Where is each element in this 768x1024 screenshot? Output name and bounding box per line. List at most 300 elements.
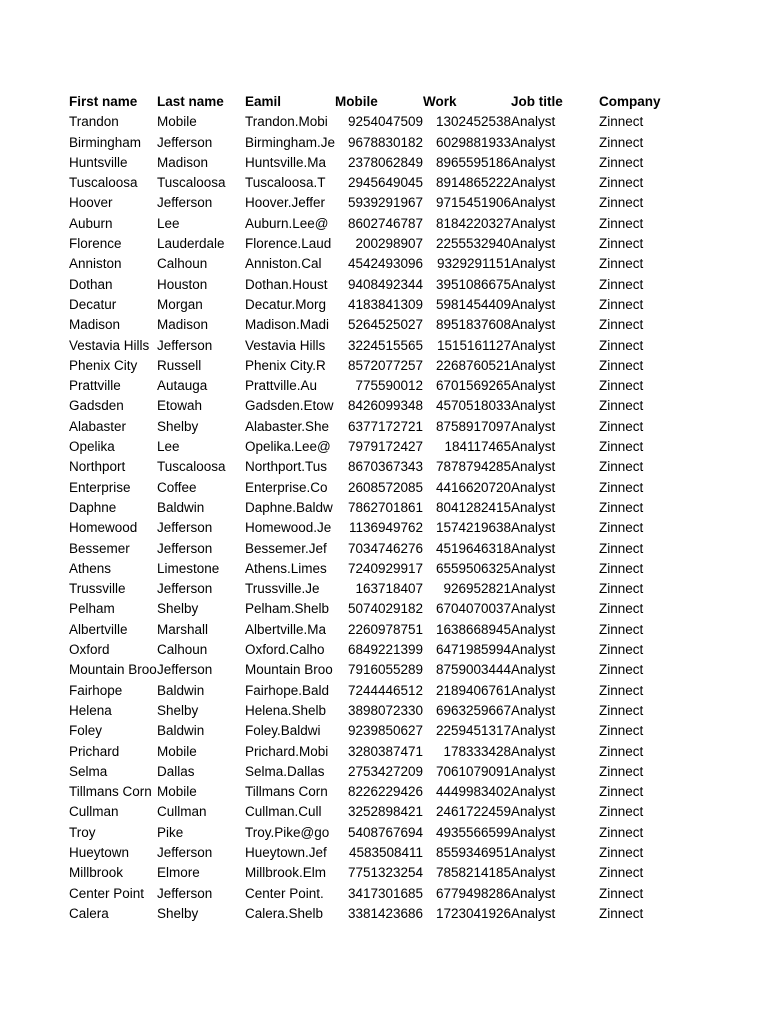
- cell-work: 4519646318: [435, 540, 512, 556]
- cell-email: Center Point.: [245, 885, 324, 901]
- cell-company: Zinnect: [599, 215, 644, 231]
- cell-mobile: 7244446512: [347, 682, 424, 698]
- cell-job-title: Analyst: [511, 378, 556, 394]
- cell-first-name: Athens: [69, 560, 112, 576]
- cell-last-name: Shelby: [157, 702, 199, 718]
- cell-first-name: Helena: [69, 702, 112, 718]
- cell-mobile: 5074029182: [347, 601, 424, 617]
- cell-company: Zinnect: [599, 418, 644, 434]
- table-row: [69, 396, 679, 416]
- cell-work: 2255532940: [435, 236, 512, 252]
- cell-job-title: Analyst: [511, 723, 556, 739]
- cell-work: 9715451906: [435, 195, 512, 211]
- cell-work: 178333428: [443, 743, 512, 759]
- cell-job-title: Analyst: [511, 601, 556, 617]
- cell-mobile: 2260978751: [347, 621, 424, 637]
- cell-company: Zinnect: [599, 581, 644, 597]
- cell-work: 7061079091: [435, 763, 512, 779]
- table-row: [69, 742, 679, 762]
- cell-mobile: 3898072330: [347, 702, 424, 718]
- cell-email: Selma.Dallas: [245, 763, 325, 779]
- cell-first-name: Pelham: [69, 601, 115, 617]
- table-row: [69, 437, 679, 457]
- cell-first-name: Trandon: [69, 114, 119, 130]
- cell-job-title: Analyst: [511, 439, 556, 455]
- cell-job-title: Analyst: [511, 175, 556, 191]
- cell-email: Northport.Tus: [245, 459, 328, 475]
- cell-email: Millbrook.Elm: [245, 865, 327, 881]
- cell-mobile: 5408767694: [347, 824, 424, 840]
- cell-first-name: Gadsden: [69, 398, 124, 414]
- table-row: [69, 376, 679, 396]
- cell-job-title: Analyst: [511, 337, 556, 353]
- cell-email: Opelika.Lee@: [245, 439, 331, 455]
- cell-job-title: Analyst: [511, 662, 556, 678]
- cell-email: Cullman.Cull: [245, 804, 322, 820]
- table-row: [69, 701, 679, 721]
- cell-mobile: 9408492344: [347, 276, 424, 292]
- table-row: [69, 823, 679, 843]
- cell-email: Trandon.Mobi: [245, 114, 328, 130]
- cell-company: Zinnect: [599, 662, 644, 678]
- table-row: [69, 133, 679, 153]
- cell-first-name: Enterprise: [69, 479, 131, 495]
- cell-email: Huntsville.Ma: [245, 154, 327, 170]
- cell-first-name: Prattville: [69, 378, 121, 394]
- cell-company: Zinnect: [599, 276, 644, 292]
- cell-last-name: Jefferson: [157, 520, 213, 536]
- cell-mobile: 3224515565: [347, 337, 424, 353]
- cell-email: Athens.Limes: [245, 560, 327, 576]
- cell-work: 2461722459: [435, 804, 512, 820]
- cell-job-title: Analyst: [511, 154, 556, 170]
- cell-company: Zinnect: [599, 601, 644, 617]
- cell-company: Zinnect: [599, 236, 644, 252]
- cell-email: Birmingham.Je: [245, 134, 336, 150]
- cell-company: Zinnect: [599, 844, 644, 860]
- cell-first-name: Dothan: [69, 276, 113, 292]
- cell-last-name: Jefferson: [157, 195, 213, 211]
- cell-first-name: Anniston: [69, 256, 122, 272]
- cell-first-name: Millbrook: [69, 865, 124, 881]
- cell-first-name: Florence: [69, 236, 122, 252]
- cell-work: 6029881933: [435, 134, 512, 150]
- cell-job-title: Analyst: [511, 804, 556, 820]
- cell-first-name: Fairhope: [69, 682, 123, 698]
- header-last-name: Last name: [157, 94, 224, 109]
- cell-mobile: 3252898421: [347, 804, 424, 820]
- cell-email: Troy.Pike@go: [245, 824, 330, 840]
- cell-company: Zinnect: [599, 743, 644, 759]
- cell-last-name: Madison: [157, 154, 209, 170]
- cell-first-name: Foley: [69, 723, 103, 739]
- cell-mobile: 2608572085: [347, 479, 424, 495]
- table-row: [69, 640, 679, 660]
- table-row: [69, 539, 679, 559]
- cell-mobile: 6377172721: [347, 418, 424, 434]
- table-row: [69, 518, 679, 538]
- cell-work: 1515161127: [436, 337, 512, 353]
- contacts-table: [69, 92, 679, 924]
- cell-company: Zinnect: [599, 256, 644, 272]
- cell-email: Daphne.Baldw: [245, 499, 333, 515]
- cell-mobile: 8602746787: [347, 215, 424, 231]
- cell-work: 1638668945: [435, 621, 512, 637]
- table-row: [69, 681, 679, 701]
- cell-company: Zinnect: [599, 682, 644, 698]
- cell-job-title: Analyst: [511, 296, 556, 312]
- cell-work: 4416620720: [435, 479, 512, 495]
- cell-mobile: 1136949762: [348, 520, 424, 536]
- cell-first-name: Bessemer: [69, 540, 130, 556]
- table-row: [69, 254, 679, 274]
- table-row: [69, 863, 679, 883]
- cell-job-title: Analyst: [511, 824, 556, 840]
- cell-last-name: Coffee: [157, 479, 197, 495]
- cell-mobile: 7751323254: [347, 865, 424, 881]
- cell-company: Zinnect: [599, 378, 644, 394]
- cell-last-name: Lee: [157, 215, 180, 231]
- cell-mobile: 3381423686: [347, 905, 424, 921]
- cell-mobile: 7034746276: [347, 540, 424, 556]
- cell-last-name: Cullman: [157, 804, 207, 820]
- cell-work: 6779498286: [435, 885, 512, 901]
- cell-company: Zinnect: [599, 763, 644, 779]
- cell-company: Zinnect: [599, 154, 644, 170]
- cell-company: Zinnect: [599, 784, 644, 800]
- cell-work: 4449983402: [435, 784, 512, 800]
- cell-last-name: Houston: [157, 276, 208, 292]
- cell-job-title: Analyst: [511, 195, 556, 211]
- cell-last-name: Shelby: [157, 601, 199, 617]
- cell-job-title: Analyst: [511, 134, 556, 150]
- cell-mobile: 4583508411: [348, 844, 424, 860]
- cell-mobile: 3280387471: [347, 743, 424, 759]
- cell-mobile: 9678830182: [347, 134, 424, 150]
- cell-work: 4570518033: [435, 398, 512, 414]
- cell-mobile: 8670367343: [347, 459, 424, 475]
- cell-work: 1723041926: [435, 905, 512, 921]
- cell-last-name: Jefferson: [157, 134, 213, 150]
- cell-mobile: 775590012: [355, 378, 424, 394]
- cell-email: Alabaster.She: [245, 418, 330, 434]
- cell-job-title: Analyst: [511, 317, 556, 333]
- table-row: [69, 599, 679, 619]
- cell-email: Foley.Baldwi: [245, 723, 321, 739]
- cell-email: Anniston.Cal: [245, 256, 322, 272]
- cell-last-name: Mobile: [157, 743, 197, 759]
- cell-company: Zinnect: [599, 702, 644, 718]
- cell-first-name: Homewood: [69, 520, 138, 536]
- cell-company: Zinnect: [599, 398, 644, 414]
- cell-work: 8758917097: [435, 418, 512, 434]
- cell-last-name: Madison: [157, 317, 209, 333]
- cell-last-name: Pike: [157, 824, 184, 840]
- cell-first-name: Auburn: [69, 215, 113, 231]
- cell-last-name: Shelby: [157, 418, 199, 434]
- table-row: [69, 579, 679, 599]
- table-row: [69, 214, 679, 234]
- cell-last-name: Tuscaloosa: [157, 175, 226, 191]
- cell-job-title: Analyst: [511, 743, 556, 759]
- cell-work: 6471985994: [435, 642, 512, 658]
- cell-last-name: Calhoun: [157, 642, 208, 658]
- cell-company: Zinnect: [599, 317, 644, 333]
- table-row: [69, 762, 679, 782]
- cell-email: Calera.Shelb: [245, 905, 324, 921]
- table-row: [69, 660, 679, 680]
- cell-email: Mountain Broo: [245, 662, 333, 678]
- cell-email: Oxford.Calho: [245, 642, 325, 658]
- cell-company: Zinnect: [599, 520, 644, 536]
- cell-email: Fairhope.Bald: [245, 682, 330, 698]
- cell-first-name: Hoover: [69, 195, 113, 211]
- cell-mobile: 7862701861: [347, 499, 424, 515]
- cell-mobile: 4542493096: [347, 256, 424, 272]
- cell-email: Bessemer.Jef: [245, 540, 327, 556]
- table-row: [69, 173, 679, 193]
- cell-last-name: Calhoun: [157, 256, 208, 272]
- cell-first-name: Trussville: [69, 581, 126, 597]
- cell-last-name: Shelby: [157, 905, 199, 921]
- cell-work: 926952821: [443, 581, 512, 597]
- cell-job-title: Analyst: [511, 865, 556, 881]
- cell-mobile: 2945649045: [347, 175, 424, 191]
- cell-work: 8914865222: [435, 175, 512, 191]
- cell-first-name: Huntsville: [69, 154, 128, 170]
- cell-last-name: Limestone: [157, 560, 220, 576]
- cell-last-name: Baldwin: [157, 499, 205, 515]
- cell-last-name: Morgan: [157, 296, 203, 312]
- header-email: Eamil: [245, 94, 282, 109]
- header-mobile: Mobile: [335, 94, 378, 109]
- cell-email: Hueytown.Jef: [245, 844, 327, 860]
- table-row: [69, 356, 679, 376]
- cell-work: 184117465: [444, 439, 512, 455]
- table-row: [69, 275, 679, 295]
- cell-work: 1574219638: [435, 520, 512, 536]
- table-row: [69, 802, 679, 822]
- cell-email: Phenix City.R: [245, 357, 326, 373]
- cell-mobile: 9254047509: [347, 114, 424, 130]
- cell-work: 8951837608: [435, 317, 512, 333]
- cell-email: Trussville.Je: [245, 581, 320, 597]
- cell-work: 2259451317: [435, 723, 512, 739]
- cell-mobile: 2378062849: [347, 154, 424, 170]
- cell-last-name: Jefferson: [157, 337, 213, 353]
- table-row: [69, 884, 679, 904]
- table-row: [69, 904, 679, 924]
- cell-job-title: Analyst: [511, 236, 556, 252]
- table-row: [69, 193, 679, 213]
- cell-company: Zinnect: [599, 824, 644, 840]
- cell-email: Prattville.Au: [245, 378, 318, 394]
- table-row: [69, 457, 679, 477]
- cell-mobile: 8572077257: [347, 357, 424, 373]
- cell-company: Zinnect: [599, 195, 644, 211]
- cell-last-name: Jefferson: [157, 844, 213, 860]
- cell-last-name: Etowah: [157, 398, 203, 414]
- cell-first-name: Troy: [69, 824, 96, 840]
- cell-last-name: Lauderdale: [157, 236, 225, 252]
- cell-mobile: 200298907: [355, 236, 424, 252]
- cell-work: 2268760521: [435, 357, 512, 373]
- cell-email: Pelham.Shelb: [245, 601, 330, 617]
- cell-email: Vestavia Hills: [245, 337, 326, 353]
- cell-first-name: Prichard: [69, 743, 120, 759]
- cell-email: Tillmans Corn: [245, 784, 328, 800]
- table-row: [69, 417, 679, 437]
- table-body: [69, 112, 679, 924]
- cell-mobile: 5264525027: [347, 317, 424, 333]
- cell-email: Tuscaloosa.T: [245, 175, 326, 191]
- cell-email: Homewood.Je: [245, 520, 332, 536]
- cell-first-name: Northport: [69, 459, 126, 475]
- cell-first-name: Albertville: [69, 621, 128, 637]
- cell-company: Zinnect: [599, 804, 644, 820]
- cell-email: Gadsden.Etow: [245, 398, 334, 414]
- cell-first-name: Center Point: [69, 885, 145, 901]
- cell-work: 4935566599: [435, 824, 512, 840]
- table-row: [69, 315, 679, 335]
- cell-first-name: Hueytown: [69, 844, 130, 860]
- cell-mobile: 5939291967: [347, 195, 424, 211]
- header-row: [69, 92, 679, 112]
- cell-first-name: Tillmans Corn: [69, 784, 152, 800]
- cell-first-name: Vestavia Hills: [69, 337, 150, 353]
- cell-company: Zinnect: [599, 499, 644, 515]
- cell-mobile: 163718407: [355, 581, 424, 597]
- cell-work: 8041282415: [435, 499, 512, 515]
- cell-job-title: Analyst: [511, 763, 556, 779]
- cell-job-title: Analyst: [511, 844, 556, 860]
- cell-job-title: Analyst: [511, 499, 556, 515]
- header-work: Work: [423, 94, 457, 109]
- cell-work: 6559506325: [435, 560, 512, 576]
- table-row: [69, 843, 679, 863]
- cell-last-name: Dallas: [157, 763, 195, 779]
- cell-last-name: Marshall: [157, 621, 209, 637]
- cell-last-name: Jefferson: [157, 662, 213, 678]
- cell-email: Hoover.Jeffer: [245, 195, 326, 211]
- cell-email: Madison.Madi: [245, 317, 330, 333]
- cell-work: 6701569265: [435, 378, 512, 394]
- cell-company: Zinnect: [599, 905, 644, 921]
- cell-mobile: 7979172427: [347, 439, 424, 455]
- cell-job-title: Analyst: [511, 479, 556, 495]
- table-row: [69, 620, 679, 640]
- cell-work: 8759003444: [435, 662, 512, 678]
- cell-company: Zinnect: [599, 723, 644, 739]
- spreadsheet-page: [69, 92, 709, 924]
- cell-mobile: 8426099348: [347, 398, 424, 414]
- cell-job-title: Analyst: [511, 418, 556, 434]
- cell-job-title: Analyst: [511, 642, 556, 658]
- cell-email: Auburn.Lee@: [245, 215, 329, 231]
- cell-job-title: Analyst: [511, 905, 556, 921]
- header-job-title: Job title: [511, 94, 563, 109]
- cell-work: 8559346951: [435, 844, 512, 860]
- cell-work: 6704070037: [435, 601, 512, 617]
- cell-first-name: Cullman: [69, 804, 119, 820]
- cell-company: Zinnect: [599, 114, 644, 130]
- cell-job-title: Analyst: [511, 560, 556, 576]
- cell-job-title: Analyst: [511, 581, 556, 597]
- cell-company: Zinnect: [599, 479, 644, 495]
- cell-email: Prichard.Mobi: [245, 743, 329, 759]
- cell-work: 8965595186: [435, 154, 512, 170]
- cell-mobile: 4183841309: [347, 296, 424, 312]
- cell-company: Zinnect: [599, 642, 644, 658]
- cell-company: Zinnect: [599, 885, 644, 901]
- cell-first-name: Alabaster: [69, 418, 127, 434]
- cell-first-name: Birmingham: [69, 134, 142, 150]
- cell-work: 9329291151: [436, 256, 512, 272]
- cell-work: 8184220327: [435, 215, 512, 231]
- cell-last-name: Mobile: [157, 784, 197, 800]
- cell-email: Florence.Laud: [245, 236, 332, 252]
- table-row: [69, 336, 679, 356]
- cell-work: 7878794285: [435, 459, 512, 475]
- cell-job-title: Analyst: [511, 357, 556, 373]
- table-row: [69, 234, 679, 254]
- cell-last-name: Russell: [157, 357, 202, 373]
- cell-company: Zinnect: [599, 134, 644, 150]
- header-company: Company: [599, 94, 661, 109]
- cell-job-title: Analyst: [511, 256, 556, 272]
- cell-first-name: Phenix City: [69, 357, 138, 373]
- cell-first-name: Mountain Broo: [69, 662, 157, 678]
- cell-last-name: Baldwin: [157, 723, 205, 739]
- header-first-name: First name: [69, 94, 138, 109]
- cell-last-name: Elmore: [157, 865, 200, 881]
- cell-first-name: Daphne: [69, 499, 117, 515]
- cell-job-title: Analyst: [511, 114, 556, 130]
- table-row: [69, 498, 679, 518]
- cell-company: Zinnect: [599, 296, 644, 312]
- cell-company: Zinnect: [599, 459, 644, 475]
- cell-job-title: Analyst: [511, 398, 556, 414]
- table-row: [69, 782, 679, 802]
- cell-company: Zinnect: [599, 540, 644, 556]
- cell-first-name: Oxford: [69, 642, 110, 658]
- table-row: [69, 153, 679, 173]
- cell-job-title: Analyst: [511, 540, 556, 556]
- cell-email: Dothan.Houst: [245, 276, 328, 292]
- cell-company: Zinnect: [599, 175, 644, 191]
- cell-job-title: Analyst: [511, 215, 556, 231]
- cell-mobile: 8226229426: [347, 784, 424, 800]
- cell-job-title: Analyst: [511, 702, 556, 718]
- cell-last-name: Autauga: [157, 378, 208, 394]
- cell-email: Enterprise.Co: [245, 479, 328, 495]
- cell-mobile: 9239850627: [347, 723, 424, 739]
- cell-company: Zinnect: [599, 357, 644, 373]
- cell-mobile: 3417301685: [347, 885, 424, 901]
- cell-last-name: Jefferson: [157, 540, 213, 556]
- table-row: [69, 721, 679, 741]
- cell-email: Helena.Shelb: [245, 702, 327, 718]
- cell-first-name: Tuscaloosa: [69, 175, 138, 191]
- cell-first-name: Calera: [69, 905, 109, 921]
- cell-mobile: 7916055289: [347, 662, 424, 678]
- cell-company: Zinnect: [599, 337, 644, 353]
- table-row: [69, 112, 679, 132]
- cell-email: Decatur.Morg: [245, 296, 327, 312]
- cell-work: 6963259667: [435, 702, 512, 718]
- cell-work: 7858214185: [435, 865, 512, 881]
- cell-company: Zinnect: [599, 560, 644, 576]
